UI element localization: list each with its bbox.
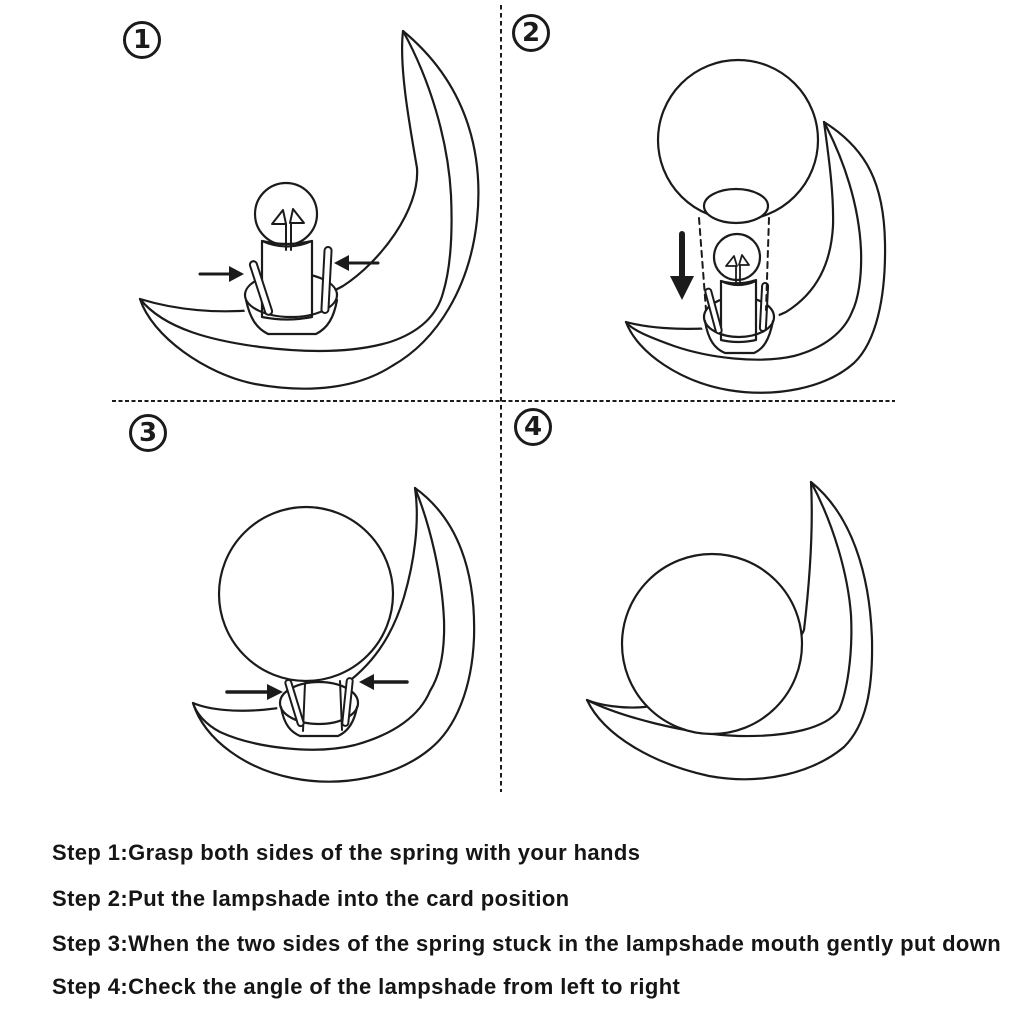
panel-number: 3: [138, 418, 158, 448]
panel-number: 4: [523, 412, 543, 442]
insert-down-arrow-icon: [670, 234, 694, 300]
panel-1-number-badge: [123, 21, 161, 59]
panel-3-number-badge: [129, 414, 167, 452]
step-2-text: Step 2:Put the lampshade into the card position: [52, 886, 570, 911]
panel-4-illustration: [514, 400, 1028, 810]
panel-number: 1: [132, 25, 152, 55]
press-arrow-left-icon: [200, 266, 244, 282]
lampshade-sphere: [219, 507, 393, 681]
bulb-socket: [721, 280, 756, 342]
panel-number: 2: [521, 18, 541, 48]
step-1-text: Step 1:Grasp both sides of the spring with your hands: [52, 840, 641, 865]
step-3-text: Step 3:When the two sides of the spring stuck in the lampshade mouth gently put down: [52, 931, 1002, 956]
step-4-text: Step 4:Check the angle of the lampshade from left to right: [52, 974, 681, 999]
panel-1-illustration: [0, 0, 514, 400]
panel-2-illustration: [514, 0, 1028, 400]
press-arrow-left-icon: [227, 684, 283, 700]
lampshade-mouth: [704, 189, 768, 223]
panel-3-illustration: [0, 400, 514, 810]
panel-4-number-badge: [514, 408, 552, 446]
light-bulb: [714, 234, 760, 280]
lampshade-sphere: [622, 554, 802, 734]
panel-2-number-badge: [512, 14, 550, 52]
lampshade-sphere: [658, 60, 818, 223]
